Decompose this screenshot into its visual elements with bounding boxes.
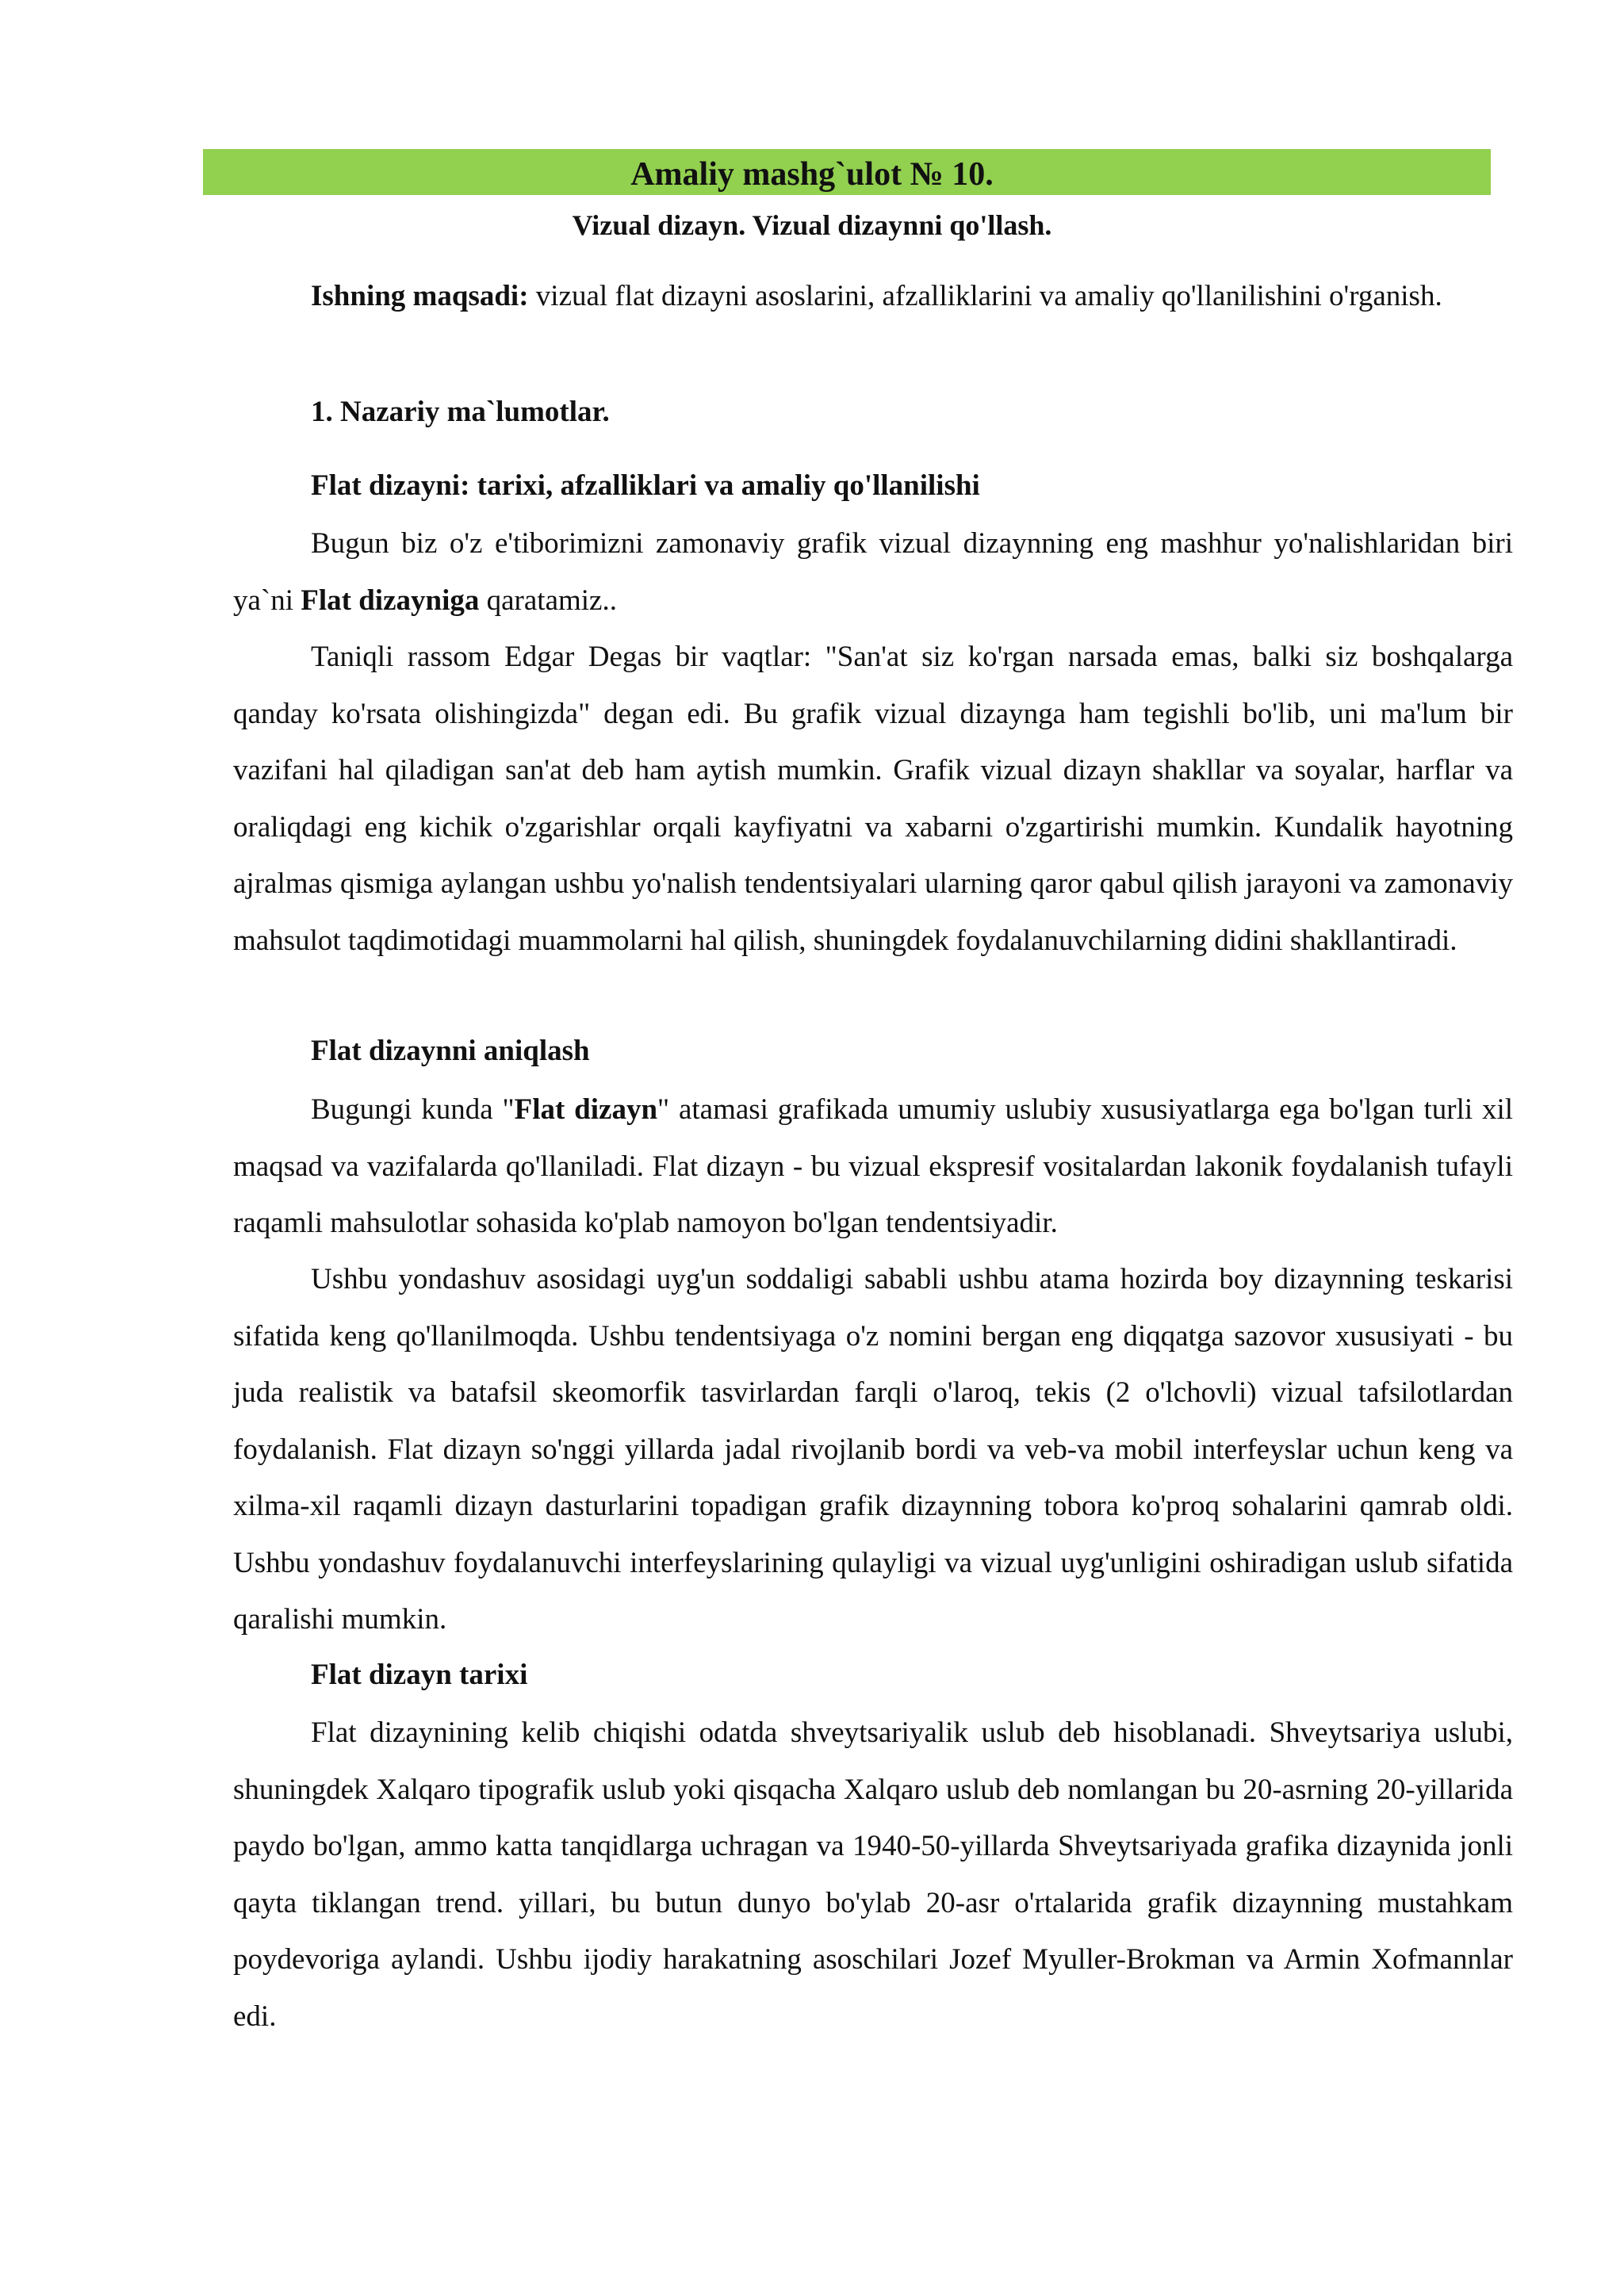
define-bold-term: Flat dizayn — [514, 1093, 658, 1126]
section-heading-define: Flat dizaynni aniqlash — [311, 1035, 590, 1067]
aim-paragraph — [233, 276, 1513, 316]
define-text: Bugungi kunda " — [311, 1093, 515, 1126]
intro-text-end: qaratamiz.. — [479, 584, 617, 617]
page-subtitle: Vizual dizayn. Vizual dizaynni qo'llash. — [572, 209, 1052, 241]
intro-bold-term: Flat dizayniga — [301, 584, 480, 617]
section-heading-history: Flat dizayn tarixi — [311, 1659, 528, 1691]
aim-text: vizual flat dizayni asoslarini, afzalliklarini va amaliy qo'llanilishini o'rganish. — [528, 280, 1442, 312]
section-heading-flat-design: Flat dizayni: tarixi, afzalliklari va amaliy qo'llanilishi — [311, 469, 980, 502]
page-title: Amaliy mashg`ulot № 10. — [630, 156, 994, 193]
define-text-end: " atamasi grafikada umumiy uslubiy xususiyatlarga ega bo'lgan turli xil maqsad va vazifalarda qo'llaniladi. Flat dizayn - bu vizual ekspresif vositalardan lakonik foydalanish tufayli raqamli mahsulotlar sohasida ko'plab namoyon bo'lgan tendentsiyadir. — [233, 1093, 1514, 1239]
degas-paragraph: Taniqli rassom Edgar Degas bir vaqtlar: "San'at siz ko'rgan narsada emas, balki siz boshqalarga qanday ko'rsata olishingizda" degan edi. Bu grafik vizual dizaynga ham tegishli bo'lib, uni ma'lum bir vazifani hal qiladigan san'at deb ham aytish mumkin. Grafik vizual dizayn shakllar va soyalar, harflar va oraliqdagi eng kichik o'zgarishlar orqali kayfiyatni va xabarni o'zgartirishi mumkin. Kundalik hayotning ajralmas qismiga aylangan ushbu yo'nalish tendentsiyalari ularning qaror qabul qilish jarayoni va zamonaviy mahsulot taqdimotidagi muammolarni hal qilish, shuningdek foydalanuvchilarning didini shakllantiradi. — [233, 641, 1513, 957]
section-heading-theory: 1. Nazariy ma`lumotlar. — [311, 396, 610, 428]
history-paragraph: Flat dizaynining kelib chiqishi odatda shveytsariyalik uslub deb hisoblanadi. Shveytsariya uslubi, shuningdek Xalqaro tipografik uslub yoki qisqacha Xalqaro uslub deb nomlangan bu 20-asrning 20-yillarida paydo bo'lgan, ammo katta tanqidlarga uchragan va 1940-50-yillarda Shveytsariyada grafika dizaynida jonli qayta tiklangan trend. yillari, bu butun dunyo bo'ylab 20-asr o'rtalarida grafik dizaynning mustahkam poydevoriga aylandi. Ushbu ijodiy harakatning asoschilari Jozef Myuller-Brokman va Armin Xofmannlar edi. — [233, 1716, 1513, 2033]
define-paragraph — [233, 1081, 1513, 1252]
approach-paragraph: Ushbu yondashuv asosidagi uyg'un soddaligi sababli ushbu atama hozirda boy dizaynning teskarisi sifatida keng qo'llanilmoqda. Ushbu tendentsiyaga o'z nomini bergan eng diqqatga sazovor xususiyati - bu juda realistik va batafsil skeomorfik tasvirlardan farqli o'laroq, tekis (2 o'lchovli) vizual tafsilotlardan foydalanish. Flat dizayn so'nggi yillarda jadal rivojlanib bordi va veb-va mobil interfeyslar uchun keng va xilma-xil raqamli dizayn dasturlarini topadigan grafik dizaynning tobora ko'proq sohalarini qamrab oldi. Ushbu yondashuv foydalanuvchi interfeyslarining qulayligi va vizual uyg'unligini oshiradigan uslub sifatida qaralishi mumkin. — [233, 1263, 1513, 1636]
intro-paragraph — [233, 515, 1513, 629]
aim-label: Ishning maqsadi: — [311, 280, 529, 312]
intro-text: Bugun biz o'z e'tiborimizni zamonaviy grafik vizual dizaynning eng mashhur yo'nalishlaridan biri ya`ni — [233, 527, 1513, 617]
